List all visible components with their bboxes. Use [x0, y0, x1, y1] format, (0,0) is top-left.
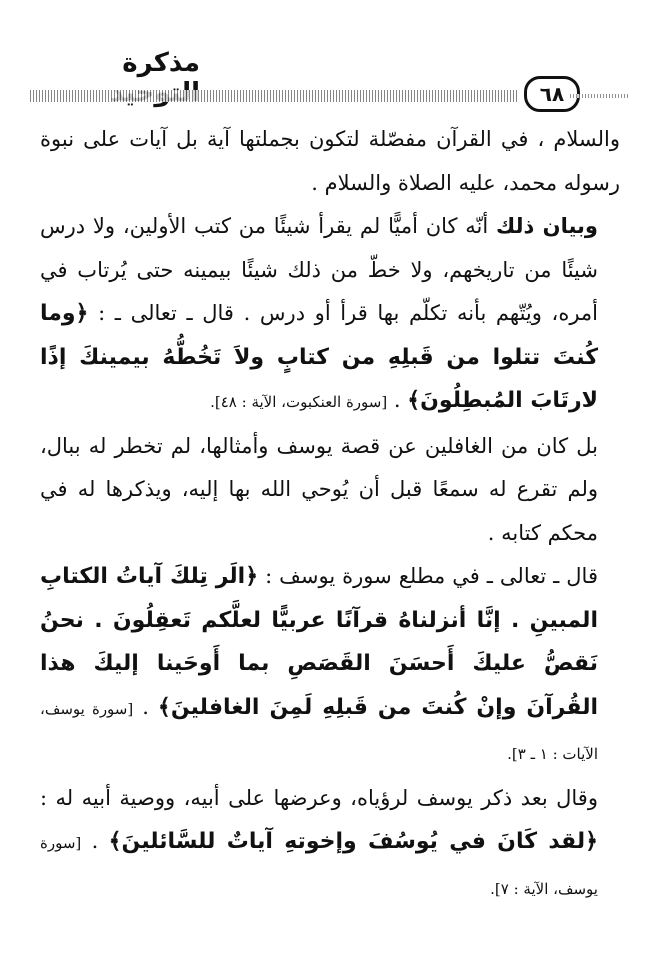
paragraph-2-lead: وبيان ذلك	[496, 214, 598, 238]
header-rule-right	[570, 94, 630, 98]
quran-verse-yusuf-7: ﴿لقد كَانَ في يُوسُفَ وإخوتهِ آياتٌ للسَّائلينَ﴾	[108, 829, 599, 854]
paragraph-2-text: أنّه كان أميًّا لم يقرأ شيئًا من كتب الأولين، ولا درس شيئًا من تاريخهم، ولا خطّ من ذلك شيئًا بيمينه حتى يُرتاب في أمره، ويُتّهم بأنه تكلّم بها قرأ أو درس . قال ـ تعالى ـ :	[40, 214, 598, 325]
page-body	[40, 118, 620, 911]
paragraph-2	[40, 205, 620, 425]
paragraph-4-text: قال ـ تعالى ـ في مطلع سورة يوسف :	[258, 564, 598, 588]
citation-yusuf-7: [سورة يوسف، الآية : ٧].	[40, 834, 598, 898]
paragraph-1-text: والسلام ، في القرآن مفصّلة لتكون بجملتها آية بل آيات على نبوة رسوله محمد، عليه الصلاة والسلام .	[40, 127, 620, 195]
paragraph-4	[40, 555, 620, 777]
separator: .	[81, 829, 109, 853]
book-title: مذكرة	[122, 48, 200, 78]
citation-ankabut: [سورة العنكبوت، الآية : ٤٨].	[210, 393, 388, 411]
paragraph-5-text: وقال بعد ذكر يوسف لرؤياه، وعرضها على أبيه، ووصية أبيه له :	[40, 785, 598, 810]
separator: .	[387, 388, 408, 412]
page-header	[30, 40, 630, 120]
citation-yusuf-1-3: [سورة يوسف، الآيات : ١ ـ ٣].	[40, 699, 598, 763]
separator: .	[133, 694, 158, 719]
quran-verse-yusuf-1-3: ﴿الَر تِلكَ آياتُ الكتابِ المبينِ . إنَّا أنزلناهُ قرآنًا عربيًّا لعلَّكم تَعقِلُونَ . نحنُ نَقصُّ عليكَ أَحسَنَ القَصَصِ بما أَوحَينا إليكَ هذا القُرآنَ وإنْ كُنتَ من قَبلِهِ لَمِنَ الغافلينَ﴾	[40, 564, 599, 720]
header-rule	[30, 90, 518, 102]
paragraph-1	[40, 118, 620, 205]
paragraph-3	[40, 425, 620, 556]
quran-verse-ankabut: ﴿وما كُنتَ تتلوا من قَبلِهِ من كتابٍ ولاَ تَخُطُّهُ بيمينكَ إذًا لارتَابَ المُبطِلُونَ﴾	[40, 301, 598, 413]
paragraph-5	[40, 777, 620, 912]
paragraph-3-text: بل كان من الغافلين عن قصة يوسف وأمثالها، لم تخطر له ببال، ولم تقرع له سمعًا قبل أن يُوحي الله بها إليه، ويذكرها له في محكم كتابه .	[40, 433, 598, 545]
page-number: ٦٨	[524, 76, 580, 112]
